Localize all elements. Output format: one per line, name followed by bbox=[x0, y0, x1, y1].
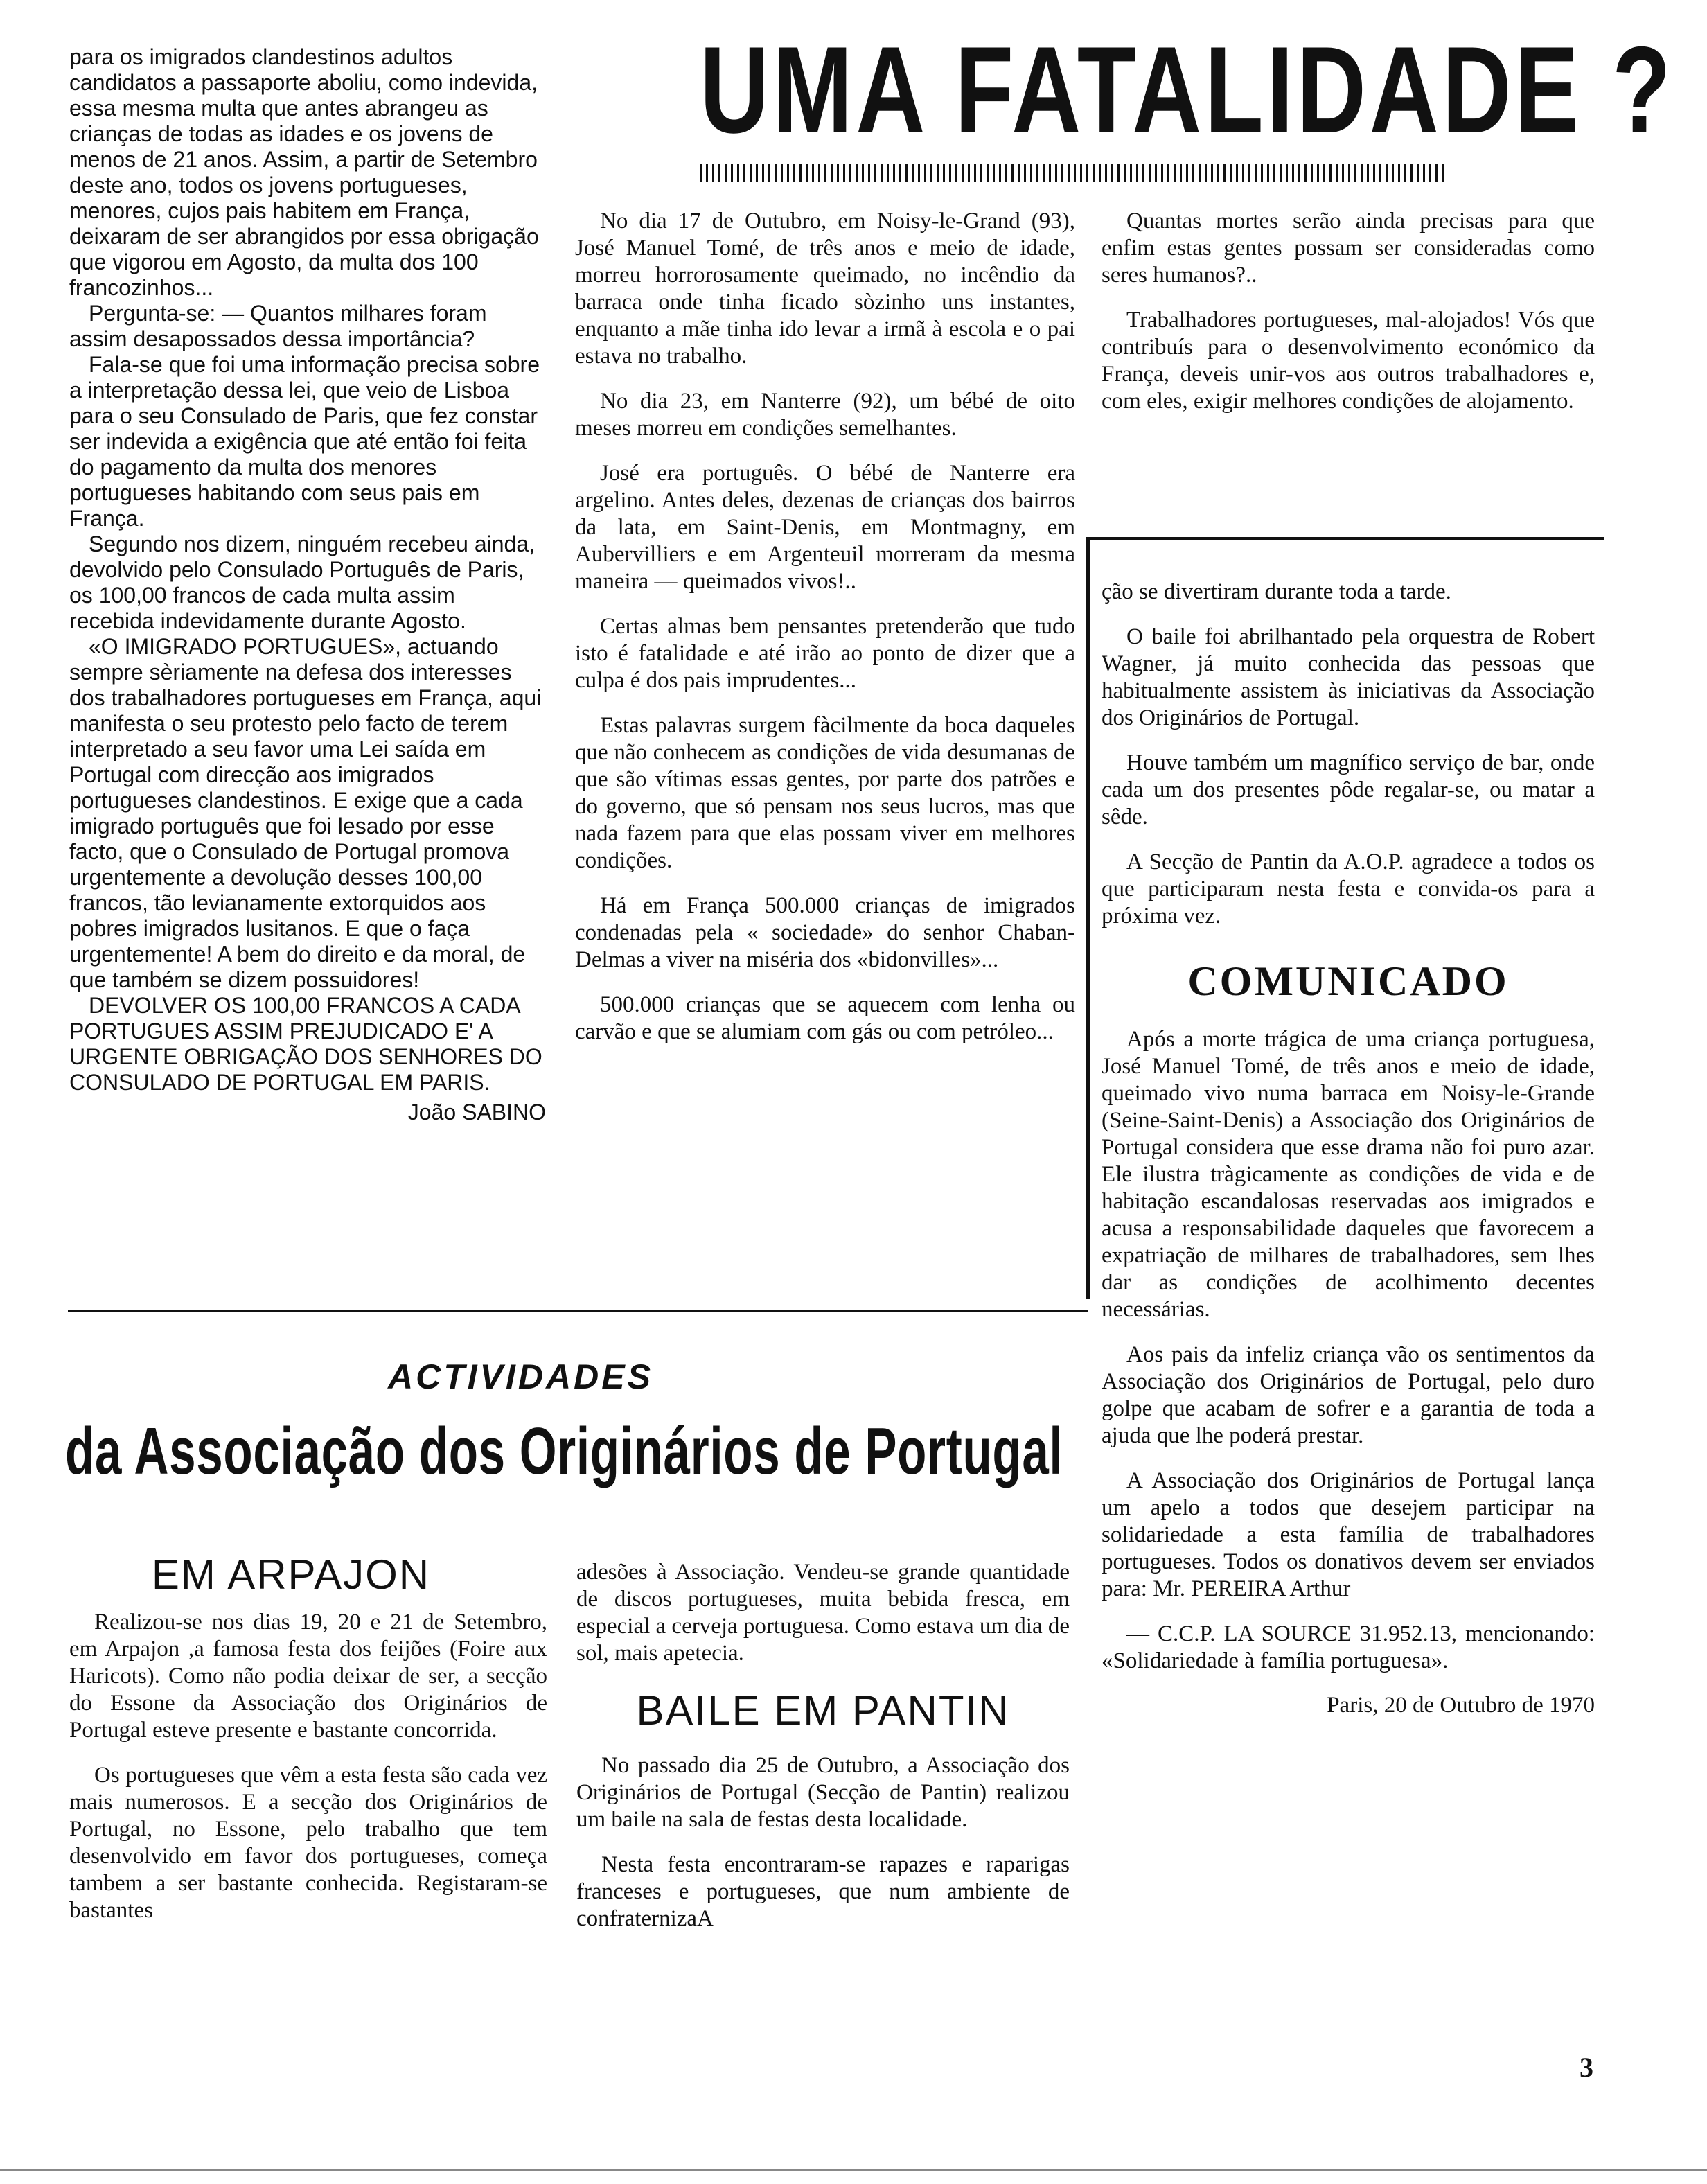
fatalidade-paragraph: Quantas mortes serão ainda precisas para que enfim estas gentes possam ser consideradas como seres humanos?.. bbox=[1102, 209, 1595, 288]
box-rule-vertical bbox=[1086, 537, 1090, 1299]
fatalidade-column-1 bbox=[575, 208, 1075, 1064]
left-paragraph: Segundo nos dizem, ninguém recebeu ainda, devolvido pelo Consulado Português de Paris, os 100,00 francos de cada multa assim recebida indevidamente durante Agosto. bbox=[69, 531, 535, 633]
fatalidade-paragraph: Trabalhadores portugueses, mal-alojados! Vós que contribuís para o desenvolvimento económico da França, deveis unir-vos aos outros trabalhadores e, com eles, exigir melhores condições de alojamento. bbox=[1102, 308, 1595, 414]
bottom-edge-line bbox=[0, 2169, 1707, 2171]
left-paragraph: «O IMIGRADO PORTUGUES», actuando sempre sèriamente na defesa dos interesses dos trabalhadores portugueses em França, aqui manifesta o seu protesto pelo facto de terem interpretado a seu favor uma Lei saída em Portugal com direcção aos imigrados portugueses clandestinos. E exige que a cada imigrado português que foi lesado por esse facto, que o Consulado de Portugal promova urgentemente a devolução desses 100,00 francos, tão levianamente extorquidos aos pobres imigrados lusitanos. E que o faça urgentemente! A bem do direito e da moral, de que também se dizem possuidores! bbox=[69, 634, 542, 992]
pantin-paragraph: Nesta festa encontraram-se rapazes e raparigas franceses e portugueses, que num ambiente de confraternizaA bbox=[576, 1852, 1070, 1931]
pantin-continued-paragraph: ção se divertiram durante toda a tarde. bbox=[1102, 579, 1451, 604]
left-paragraph: para os imigrados clandestinos adultos candidatos a passaporte aboliu, como indevida, essa mesma multa que antes abrangeu as crianças de todas as idades e os jovens de menos de 21 anos. Assim, a partir de Setembro deste ano, todos os jovens portugueses, menores, cujos pais habitem em França, deixaram de ser abrangidos por essa obrigação que vigorou em Agosto, da multa dos 100 francozinhos... bbox=[69, 44, 539, 300]
fatalidade-paragraph: José era português. O bébé de Nanterre era argelino. Antes deles, dezenas de crianças dos bairros da lata, em Saint-Denis, em Montmagny, em Aubervilliers e em Argenteuil morreram da mesma maneira — queimados vivos!.. bbox=[575, 461, 1075, 594]
arpajon-paragraph: Realizou-se nos dias 19, 20 e 21 de Setembro, em Arpajon ,a famosa festa dos feijões (Foire aux Haricots). Como não podia deixar de ser, a secção do Essone da Associação dos Originários de Portugal esteve presente e bastante concorrida. bbox=[69, 1610, 547, 1743]
author-signature: João SABINO bbox=[407, 1100, 546, 1125]
arpajon-title: EM ARPAJON bbox=[151, 1551, 431, 1598]
left-paragraph: Pergunta-se: — Quantos milhares foram assim desapossados dessa importância? bbox=[69, 301, 487, 351]
fatalidade-title: UMA FATALIDADE ? bbox=[700, 21, 1674, 159]
comunicado-paragraph: A Associação dos Originários de Portugal lança um apelo a todos que desejem participar na solidariedade a esta família de trabalhadores portugueses. Todos os donativos devem ser enviados para: Mr. PEREIRA Arthur bbox=[1102, 1468, 1595, 1601]
dateline: Paris, 20 de Outubro de 1970 bbox=[1327, 1693, 1595, 1718]
left-paragraph: Fala-se que foi uma informação precisa sobre a interpretação dessa lei, que veio de Lisboa para o seu Consulado de Paris, que fez constar ser indevida a exigência que até então foi feita do pagamento da multa dos menores portugueses habitando com seus pais em França. bbox=[69, 352, 540, 531]
comunicado-paragraph: Após a morte trágica de uma criança portuguesa, José Manuel Tomé, de três anos e meio de idade, queimado vivo numa barraca em Noisy-le-Grande (Seine-Saint-Denis) a Associação dos Originários de Portugal considera que esse drama não foi puro azar. Ele ilustra tràgicamente as condições de vida e de habitação escandalosas reservadas aos imigrados e acusa a responsabilidade daqueles que favorecem a expatriação de milhares de trabalhadores, sem lhes dar as condições de acolhimento decentes necessárias. bbox=[1102, 1027, 1595, 1322]
pantin-continued-paragraph: O baile foi abrilhantado pela orquestra de Robert Wagner, já muito conhecida das pessoas que habitualmente assistem às iniciativas da Associação dos Originários de Portugal. bbox=[1102, 624, 1595, 730]
actividades-headline: da Associação dos Originários de Portugal bbox=[65, 1414, 1063, 1488]
right-column bbox=[1102, 579, 1595, 1718]
left-column bbox=[69, 44, 546, 1125]
page-number: 3 bbox=[1580, 2052, 1593, 2083]
fatalidade-paragraph: No dia 17 de Outubro, em Noisy-le-Grand (93), José Manuel Tomé, de três anos e meio de idade, morreu horrorosamente queimado, no incêndio da barraca onde tinha ficado sòzinho uns instantes, enquanto a mãe tinha ido levar a irmã à escola e o pai estava no trabalho. bbox=[575, 209, 1075, 369]
middle-bottom-column bbox=[576, 1559, 1070, 1950]
arpajon-continued-paragraph: adesões à Associação. Vendeu-se grande quantidade de discos portugueses, muita bebida fresca, em especial a cerveja portuguesa. Como estava um dia de sol, mais apetecia. bbox=[576, 1560, 1070, 1666]
left-paragraph: DEVOLVER OS 100,00 FRANCOS A CADA PORTUGUES ASSIM PREJUDICADO E' A URGENTE OBRIGAÇÃO DOS SENHORES DO CONSULADO DE PORTUGAL EM PARIS. bbox=[69, 993, 542, 1095]
pantin-continued-paragraph: Houve também um magnífico serviço de bar, onde cada um dos presentes pôde regalar-se, ou matar a sêde. bbox=[1102, 750, 1595, 829]
fatalidade-paragraph: No dia 23, em Nanterre (92), um bébé de oito meses morreu em condições semelhantes. bbox=[575, 389, 1075, 441]
fatalidade-paragraph: 500.000 crianças que se aquecem com lenha ou carvão e que se alumiam com gás ou com petróleo... bbox=[575, 992, 1075, 1044]
pantin-title: BAILE EM PANTIN bbox=[636, 1687, 1010, 1734]
comunicado-paragraph: — C.C.P. LA SOURCE 31.952.13, mencionando: «Solidariedade à família portuguesa». bbox=[1102, 1621, 1595, 1673]
pantin-continued-paragraph: A Secção de Pantin da A.O.P. agradece a todos os que participaram nesta festa e convida-os para a próxima vez. bbox=[1102, 849, 1595, 928]
fatalidade-paragraph: Estas palavras surgem fàcilmente da boca daqueles que não conhecem as condições de vida desumanas de que são vítimas essas gentes, por parte dos patrões e do governo, que só pensam nos seus lucros, mas que nada fazem para que elas possam viver em melhores condições. bbox=[575, 713, 1075, 873]
fatalidade-paragraph: Certas almas bem pensantes pretenderão que tudo isto é fatalidade e até irão ao ponto de dizer que a culpa é dos pais imprudentes... bbox=[575, 614, 1075, 693]
pantin-paragraph: No passado dia 25 de Outubro, a Associação dos Originários de Portugal (Secção de Pantin) realizou um baile na sala de festas desta localidade. bbox=[576, 1753, 1070, 1832]
comunicado-paragraph: Aos pais da infeliz criança vão os sentimentos da Associação dos Originários de Portugal, pelo duro golpe que acabam de sofrer e a garantia de toda a ajuda que lhe poderá prestar. bbox=[1102, 1342, 1595, 1448]
section-rule bbox=[68, 1310, 1088, 1312]
title-tick-underline bbox=[700, 164, 1448, 182]
fatalidade-paragraph: Há em França 500.000 crianças de imigrados condenadas pela « sociedade» do senhor Chaban-Delmas a viver na miséria dos «bidonvilles»... bbox=[575, 893, 1075, 972]
fatalidade-column-2 bbox=[1102, 208, 1595, 433]
actividades-kicker: ACTIVIDADES bbox=[388, 1357, 653, 1396]
box-rule-horizontal bbox=[1088, 537, 1604, 540]
arpajon-paragraph: Os portugueses que vêm a esta festa são cada vez mais numerosos. E a secção dos Originários de Portugal, no Essone, pelo trabalho que tem desenvolvido em favor dos portugueses, começa tambem a ser bastante conhecida. Registaram-se bastantes bbox=[69, 1763, 547, 1923]
arpajon-column bbox=[69, 1609, 547, 1942]
comunicado-title: COMUNICADO bbox=[1187, 958, 1509, 1004]
